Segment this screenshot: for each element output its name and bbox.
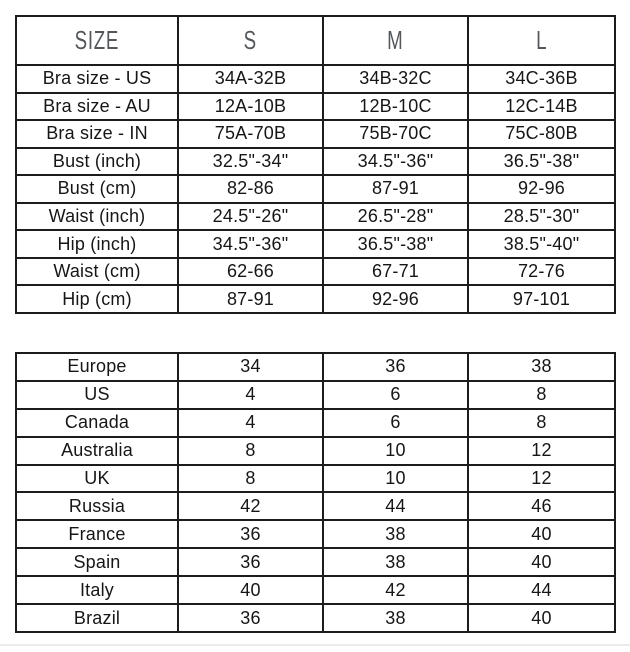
cell-value: 44: [468, 576, 615, 604]
cell-value: 38: [323, 604, 468, 632]
cell-value: 4: [178, 409, 323, 437]
cell-value: 12: [468, 437, 615, 465]
row-label: Hip (inch): [16, 230, 178, 258]
cell-value: 28.5"-30": [468, 203, 615, 231]
cell-value: 24.5"-26": [178, 203, 323, 231]
cell-value: 75C-80B: [468, 120, 615, 148]
table-row: [16, 437, 615, 465]
row-label: Italy: [16, 576, 178, 604]
row-label: US: [16, 381, 178, 409]
cell-value: 87-91: [178, 285, 323, 313]
cell-value: 34A-32B: [178, 65, 323, 93]
table-row: [16, 465, 615, 493]
country-size-conversion-table: [15, 352, 616, 633]
cell-value: 75A-70B: [178, 120, 323, 148]
table-row: [16, 576, 615, 604]
size-chart-table: [15, 15, 616, 314]
row-label: Russia: [16, 492, 178, 520]
cell-value: 97-101: [468, 285, 615, 313]
table-row: [16, 175, 615, 203]
cell-value: 6: [323, 409, 468, 437]
column-header-label: SIZE: [74, 25, 120, 55]
cell-value: 40: [468, 604, 615, 632]
cell-value: 82-86: [178, 175, 323, 203]
cell-value: 38.5"-40": [468, 230, 615, 258]
cell-value: 42: [323, 576, 468, 604]
row-label: Australia: [16, 437, 178, 465]
row-label: Hip (cm): [16, 285, 178, 313]
cell-value: 12C-14B: [468, 93, 615, 121]
cell-value: 34: [178, 353, 323, 381]
row-label: Waist (cm): [16, 258, 178, 286]
cell-value: 40: [468, 520, 615, 548]
cell-value: 12A-10B: [178, 93, 323, 121]
cell-value: 32.5"-34": [178, 148, 323, 176]
cell-value: 36.5"-38": [323, 230, 468, 258]
row-label: France: [16, 520, 178, 548]
column-header-label: L: [535, 25, 548, 55]
column-header: [16, 16, 178, 65]
table-row: [16, 230, 615, 258]
table-row: [16, 203, 615, 231]
table-row: [16, 492, 615, 520]
table-row: [16, 65, 615, 93]
cell-value: 8: [178, 437, 323, 465]
cell-value: 36: [178, 604, 323, 632]
cell-value: 10: [323, 437, 468, 465]
cell-value: 12: [468, 465, 615, 493]
column-header: [468, 16, 615, 65]
column-header-label: M: [387, 25, 404, 55]
table-row: [16, 285, 615, 313]
cell-value: 34.5"-36": [178, 230, 323, 258]
cell-value: 38: [323, 520, 468, 548]
cell-value: 34.5"-36": [323, 148, 468, 176]
cell-value: 67-71: [323, 258, 468, 286]
cell-value: 38: [468, 353, 615, 381]
cell-value: 36.5"-38": [468, 148, 615, 176]
cell-value: 44: [323, 492, 468, 520]
cropped-table-edge-line: [0, 644, 630, 646]
cell-value: 36: [323, 353, 468, 381]
table-row: [16, 258, 615, 286]
cell-value: 40: [178, 576, 323, 604]
cell-value: 26.5"-28": [323, 203, 468, 231]
table-row: [16, 353, 615, 381]
table-row: [16, 604, 615, 632]
column-header-label: S: [243, 25, 258, 55]
header-row: [16, 16, 615, 65]
table-row: [16, 148, 615, 176]
cell-value: 87-91: [323, 175, 468, 203]
cell-value: 40: [468, 548, 615, 576]
row-label: Bra size - US: [16, 65, 178, 93]
cell-value: 92-96: [323, 285, 468, 313]
table-row: [16, 409, 615, 437]
row-label: UK: [16, 465, 178, 493]
column-header: [323, 16, 468, 65]
cell-value: 75B-70C: [323, 120, 468, 148]
cell-value: 34C-36B: [468, 65, 615, 93]
cell-value: 12B-10C: [323, 93, 468, 121]
table-row: [16, 548, 615, 576]
cell-value: 4: [178, 381, 323, 409]
cell-value: 10: [323, 465, 468, 493]
table-row: [16, 120, 615, 148]
cell-value: 6: [323, 381, 468, 409]
cell-value: 62-66: [178, 258, 323, 286]
row-label: Bra size - IN: [16, 120, 178, 148]
cell-value: 8: [468, 409, 615, 437]
table-row: [16, 520, 615, 548]
row-label: Bust (inch): [16, 148, 178, 176]
table-row: [16, 381, 615, 409]
row-label: Brazil: [16, 604, 178, 632]
column-header: [178, 16, 323, 65]
cell-value: 36: [178, 548, 323, 576]
cell-value: 42: [178, 492, 323, 520]
cell-value: 8: [178, 465, 323, 493]
row-label: Waist (inch): [16, 203, 178, 231]
row-label: Spain: [16, 548, 178, 576]
cell-value: 34B-32C: [323, 65, 468, 93]
row-label: Europe: [16, 353, 178, 381]
cell-value: 72-76: [468, 258, 615, 286]
row-label: Bust (cm): [16, 175, 178, 203]
cell-value: 46: [468, 492, 615, 520]
cell-value: 8: [468, 381, 615, 409]
cell-value: 36: [178, 520, 323, 548]
cell-value: 92-96: [468, 175, 615, 203]
table-row: [16, 93, 615, 121]
row-label: Bra size - AU: [16, 93, 178, 121]
cell-value: 38: [323, 548, 468, 576]
row-label: Canada: [16, 409, 178, 437]
